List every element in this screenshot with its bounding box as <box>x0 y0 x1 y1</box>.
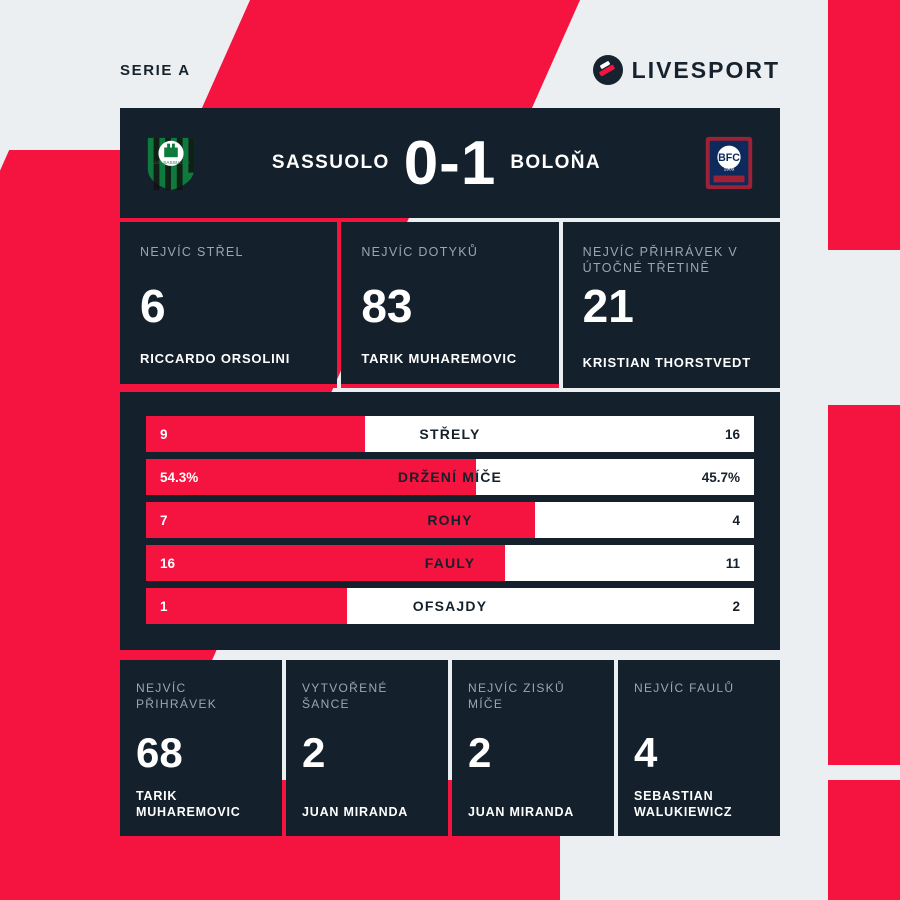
stat-left-value: 1 <box>160 598 168 614</box>
highlight-card <box>120 660 282 836</box>
top-highlight-cards <box>120 222 780 388</box>
stat-label: FAULY <box>424 555 476 571</box>
highlight-card <box>286 660 448 836</box>
highlight-player: KRISTIAN THORSTVEDT <box>582 355 751 370</box>
match-score: 0-1 <box>403 128 497 198</box>
highlight-value: 2 <box>468 729 492 776</box>
highlight-value: 68 <box>136 729 183 776</box>
stat-left-bar <box>146 416 365 452</box>
highlight-player: JUAN MIRANDA <box>468 805 575 819</box>
stat-right-bar <box>535 502 754 538</box>
stat-right-value: 4 <box>732 512 740 528</box>
brand-name: LIVESPORT <box>631 56 780 83</box>
stat-right-value: 11 <box>725 555 740 571</box>
highlight-title: NEJVÍC ZISKŮ MÍČE <box>468 681 565 711</box>
highlight-player: SEBASTIAN WALUKIEWICZ <box>634 789 733 819</box>
highlight-value: 6 <box>140 280 166 332</box>
stat-label: DRŽENÍ MÍČE <box>397 469 503 485</box>
league-name: SERIE A <box>120 61 191 79</box>
highlight-player: TARIK MUHAREMOVIC <box>136 789 241 819</box>
highlight-title: NEJVÍC STŘEL <box>140 245 244 259</box>
svg-text:U.S. SASSUOLO: U.S. SASSUOLO <box>152 160 190 166</box>
stat-right-bar <box>505 545 754 581</box>
highlight-value: 4 <box>634 729 658 776</box>
highlight-title: NEJVÍC DOTYKŮ <box>361 245 479 259</box>
highlight-card <box>618 660 780 836</box>
highlight-title: NEJVÍC FAULŮ <box>634 681 735 695</box>
svg-text:1909: 1909 <box>723 167 735 173</box>
home-team-name: SASSUOLO <box>271 152 390 173</box>
bottom-highlight-cards <box>120 660 780 836</box>
stat-left-bar <box>146 588 347 624</box>
highlight-value: 83 <box>361 280 413 332</box>
highlight-card <box>452 660 614 836</box>
highlight-player: TARIK MUHAREMOVIC <box>361 351 517 366</box>
highlight-value: 21 <box>582 280 634 332</box>
brand-logo <box>593 55 780 85</box>
stat-label: STŘELY <box>419 426 481 442</box>
stat-row <box>146 416 754 452</box>
stat-row <box>146 588 754 624</box>
highlight-player: JUAN MIRANDA <box>302 805 409 819</box>
stat-left-value: 7 <box>160 512 168 528</box>
highlight-player: RICCARDO ORSOLINI <box>140 351 291 366</box>
stat-right-value: 45.7% <box>701 469 740 485</box>
stat-row <box>146 545 754 581</box>
stat-left-value: 54.3% <box>160 469 199 485</box>
stat-row <box>146 459 754 495</box>
stat-right-bar <box>365 416 754 452</box>
highlight-title: NEJVÍC PŘIHRÁVEK V ÚTOČNÉ TŘETINĚ <box>582 245 739 275</box>
stat-left-bar <box>146 545 505 581</box>
stat-right-bar <box>347 588 754 624</box>
highlight-title: VYTVOŘENÉ ŠANCE <box>302 681 388 711</box>
stat-label: ROHY <box>427 512 473 528</box>
stat-left-bar <box>146 459 476 495</box>
stat-left-value: 9 <box>160 426 168 442</box>
bologna-crest-icon <box>700 134 758 192</box>
scoreboard <box>120 108 780 218</box>
sassuolo-crest-icon <box>142 134 200 192</box>
highlight-card <box>563 222 780 388</box>
highlight-card <box>341 222 558 388</box>
stat-row <box>146 502 754 538</box>
top-bar <box>0 45 900 95</box>
highlight-title: NEJVÍC PŘIHRÁVEK <box>136 681 218 711</box>
stat-right-value: 16 <box>724 426 740 442</box>
svg-text:BFC: BFC <box>718 152 740 165</box>
stat-left-value: 16 <box>160 555 176 571</box>
stat-label: OFSAJDY <box>412 598 488 614</box>
livesport-logo-icon <box>593 55 623 85</box>
stat-right-value: 2 <box>732 598 740 614</box>
highlight-value: 2 <box>302 729 326 776</box>
highlight-card <box>120 222 337 388</box>
stat-right-bar <box>476 459 754 495</box>
away-team-name: BOLOŇA <box>510 152 602 173</box>
match-statistics-chart <box>120 392 780 650</box>
stat-left-bar <box>146 502 535 538</box>
